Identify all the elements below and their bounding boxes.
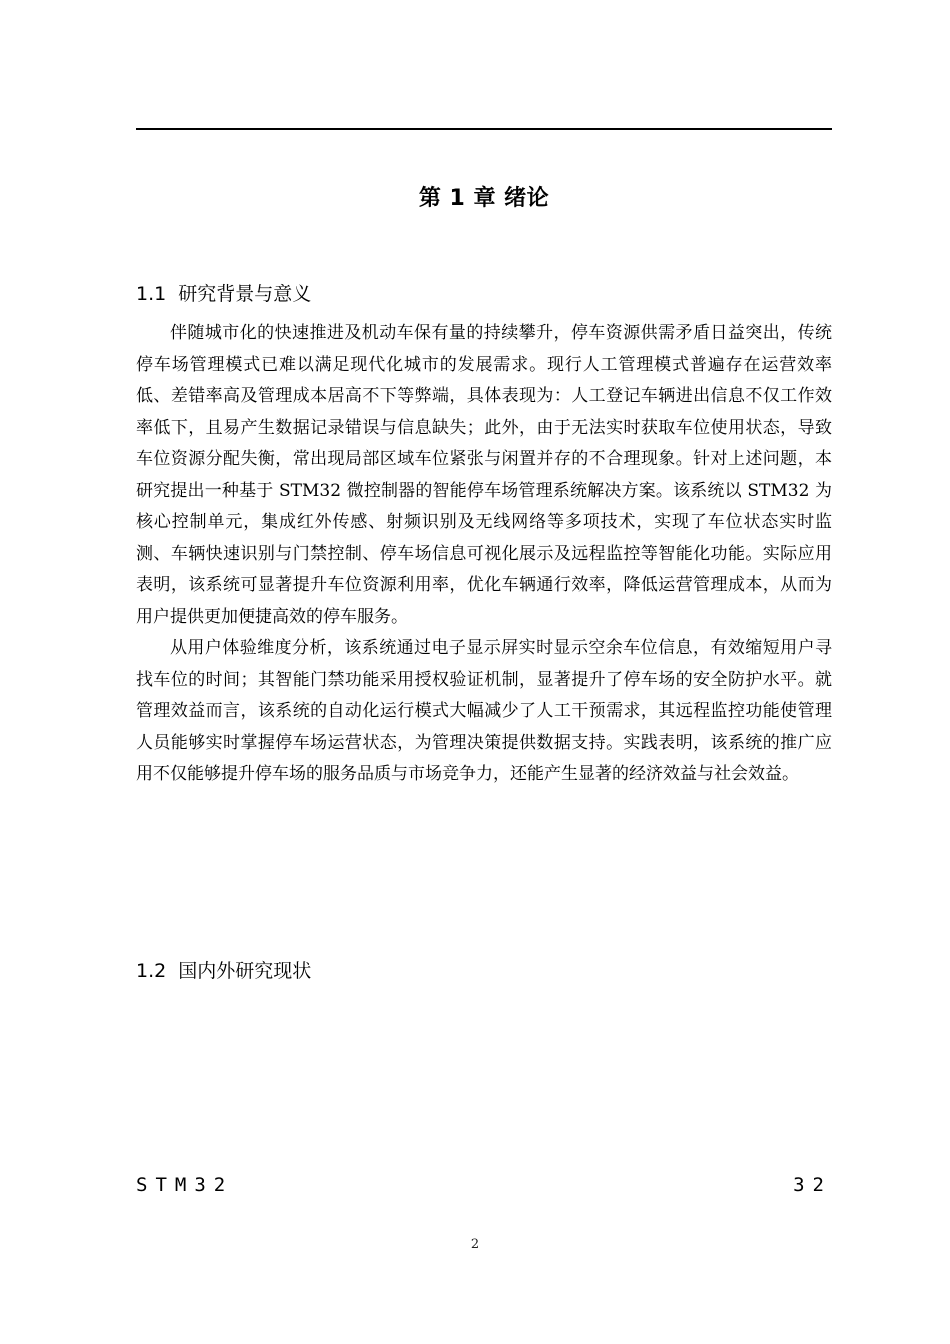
section-number: 1.2	[136, 960, 167, 982]
paragraph: 从用户体验维度分析，该系统通过电子显示屏实时显示空余车位信息，有效缩短用户寻找车位的时间；其智能门禁功能采用授权验证机制，显著提升了停车场的安全防护水平。就管理效益而言，该系统的自动化运行模式大幅减少了人工干预需求，其远程监控功能使管理人员能够实时掌握停车场运营状态，为管理决策提供数据支持。实践表明，该系统的推广应用不仅能够提升停车场的服务品质与市场竞争力，还能产生显著的经济效益与社会效益。	[136, 638, 832, 784]
text-fragment-left: STM32	[136, 1174, 234, 1196]
section-heading-1-2	[136, 956, 832, 986]
header-rule	[136, 128, 832, 130]
body-text	[136, 318, 832, 791]
section-title: 研究背景与意义	[178, 283, 312, 305]
section-title: 国内外研究现状	[178, 960, 312, 982]
page-number: 2	[470, 1237, 480, 1252]
chapter-title: 第 1 章 绪论	[418, 186, 550, 211]
text-fragment-right: 32	[793, 1174, 832, 1196]
section-heading-1-1	[136, 279, 832, 309]
section-number: 1.1	[136, 283, 167, 305]
paragraph: 伴随城市化的快速推进及机动车保有量的持续攀升，停车资源供需矛盾日益突出，传统停车场管理模式已难以满足现代化城市的发展需求。现行人工管理模式普遍存在运营效率低、差错率高及管理成本居高不下等弊端，具体表现为：人工登记车辆进出信息不仅工作效率低下，且易产生数据记录错误与信息缺失；此外，由于无法实时获取车位使用状态，导致车位资源分配失衡，常出现局部区域车位紧张与闲置并存的不合理现象。针对上述问题，本研究提出一种基于 STM32 微控制器的智能停车场管理系统解决方案。该系统以 STM32 为核心控制单元，集成红外传感、射频识别及无线网络等多项技术，实现了车位状态实时监测、车辆快速识别与门禁控制、停车场信息可视化展示及远程监控等智能化功能。实际应用表明，该系统可显著提升车位资源利用率，优化车辆通行效率，降低运营管理成本，从而为用户提供更加便捷高效的停车服务。	[136, 323, 832, 627]
